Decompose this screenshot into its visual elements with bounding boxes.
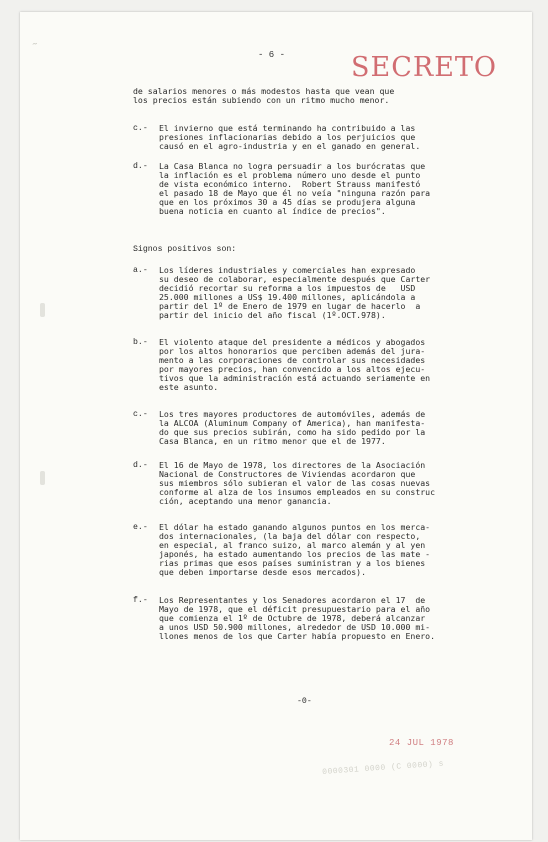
list-marker: b.- [133, 338, 148, 347]
list-item-text: La Casa Blanca no logra persuadir a los burócratas que la inflación es el problema número uno desde el punto de vista económico interno. Robert Strauss manifestó el pasado 18 de Mayo que él no veía "ninguna razón para que en los próximos 30 a 45 días se produjera alguna buena noticia en cuanto al índice de precios". [159, 161, 431, 216]
list-marker: c.- [133, 410, 148, 419]
list-item-text: Los tres mayores productores de automóviles, además de la ALCOA (Aluminum Company of America), han manifesta- do que sus precios subirán, como ha sido pedido por la Casa Blanca, en un ritmo menor que el de 1977. [159, 409, 426, 446]
list-marker: f.- [133, 596, 148, 605]
list-marker: d.- [133, 461, 148, 470]
closing-mark: -0- [297, 697, 312, 706]
section-heading: Signos positivos son: [133, 245, 237, 254]
list-item-text: Los líderes industriales y comerciales han expresado su deseo de colaborar, especialmente después que Carter decidió recortar su reforma a los impuestos de USD 25.000 millones a US$ 19.400 millones, aplicándola a partir del 1º de Enero de 1979 en lugar de hacerlo a partir del inicio del año fiscal (1º.OCT.978). [159, 265, 431, 320]
punch-hole [40, 471, 45, 485]
bleed-through-text: 0000301 0000 (C 0000) s [322, 759, 445, 777]
list-marker: a.- [133, 266, 148, 275]
continuation-paragraph: de salarios menores o más modestos hasta que vean que los precios están subiendo con un ritmo mucho menor. [133, 86, 395, 105]
corner-mark: ~ [31, 39, 39, 49]
secret-stamp: SECRETO [351, 52, 498, 83]
punch-hole [40, 303, 45, 317]
list-marker: e.- [133, 523, 148, 532]
date-stamp: 24 JUL 1978 [389, 738, 454, 748]
list-item-text: El invierno que está terminando ha contribuido a las presiones inflacionarias debido a los perjuicios que causó en el agro-industria y en el ganado en general. [159, 123, 421, 151]
list-item-text: El dólar ha estado ganando algunos puntos en los merca- dos internacionales, (la baja del dólar con respecto, en especial, al franco suizo, al marco alemán y al yen japonés, ha estado aumentando los precios de las mate - rias primas que esos países suministran y a los bienes que deben importarse desde esos mercados). [159, 522, 431, 577]
list-item-text: Los Representantes y los Senadores acordaron el 17 de Mayo de 1978, que el déficit presupuestario para el año que comienza el 1º de Octubre de 1978, deberá alcanzar a unos USD 50.900 millones, alrededor de USD 10.000 mi- llones menos de los que Carter había propuesto en Enero. [159, 595, 436, 641]
list-item-text: El violento ataque del presidente a médicos y abogados por los altos honorarios que perciben además del jura- mento a las corporaciones de controlar sus necesidades por mayores precios, han convencido a los altos ejecu- tivos que la administración está actuando seriamente en este asunto. [159, 337, 431, 392]
page-number: - 6 - [258, 50, 286, 60]
list-item-text: El 16 de Mayo de 1978, los directores de la Asociación Nacional de Constructores de Viviendas acordaron que sus miembros sólo subieran el valor de las cosas nuevas conforme al alza de los insumos empleados en su construc ción, aceptando una menor ganancia. [159, 460, 436, 506]
list-marker: d.- [133, 162, 148, 171]
list-marker: c.- [133, 124, 148, 133]
